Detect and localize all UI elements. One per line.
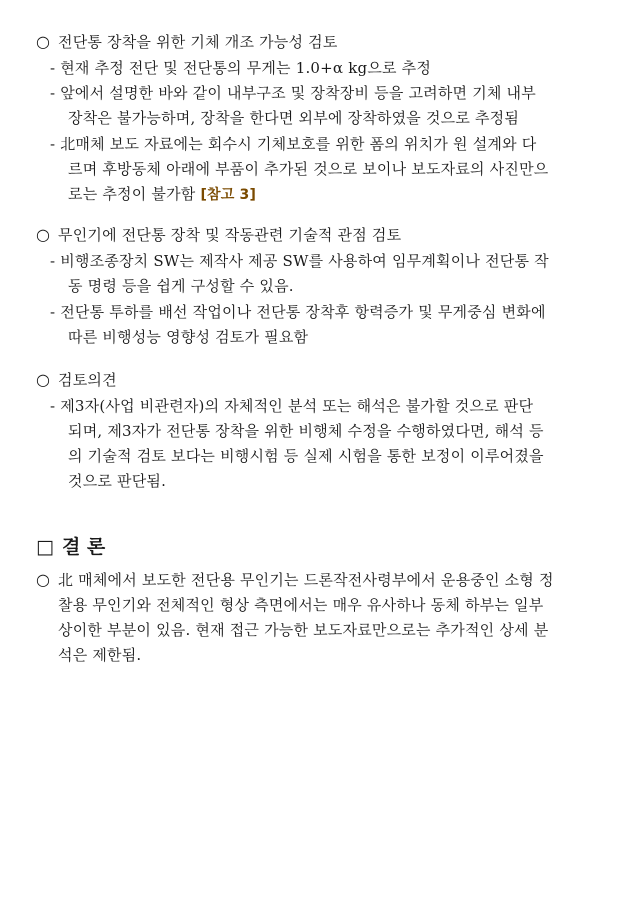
circle-bullet: ○	[36, 32, 50, 51]
list-item-media-report-cont: 르며 후방동체 아래에 부품이 추가된 것으로 보이나 보도자료의 사진만으	[68, 160, 549, 178]
list-item-text: 로는 추정이 불가함	[68, 185, 196, 203]
section-title: 검토의견	[58, 371, 117, 389]
list-item-opinion-cont: 되며, 제3자가 전단통 장착을 위한 비행체 수정을 수행하였다면, 해석 등	[68, 422, 544, 440]
conclusion-text-cont: 상이한 부분이 있음. 현재 접근 가능한 보도자료만으로는 추가적인 상세 분	[58, 621, 549, 639]
list-item-weight: - 현재 추정 전단 및 전단통의 무게는 1.0+α kg으로 추정	[50, 59, 432, 77]
circle-bullet: ○	[36, 225, 50, 244]
list-item-media-report: - 北매체 보도 자료에는 회수시 기체보호를 위한 폼의 위치가 원 설계와 다	[50, 135, 537, 153]
list-item-media-report-end	[68, 184, 256, 205]
circle-bullet: ○	[36, 570, 50, 589]
heading-text: 결 론	[61, 536, 106, 558]
section-title: 전단통 장착을 위한 기체 개조 가능성 검토	[58, 33, 338, 51]
section-title: 무인기에 전단통 장착 및 작동관련 기술적 관점 검토	[58, 226, 402, 244]
list-item-opinion-cont: 의 기술적 검토 보다는 비행시험 등 실제 시험을 통한 보정이 이루어졌을	[68, 447, 544, 465]
list-item-opinion-end: 것으로 판단됨.	[68, 472, 167, 490]
conclusion-text-cont: 찰용 무인기와 전체적인 형상 측면에서는 매우 유사하나 동체 하부는 일부	[58, 596, 544, 614]
list-item-internal-mount-cont: 장착은 불가능하며, 장착을 한다면 외부에 장착하였을 것으로 추정됨	[68, 109, 520, 127]
conclusion-text: 北 매체에서 보도한 전단용 무인기는 드론작전사령부에서 운용중인 소형 정	[58, 571, 554, 589]
list-item-opinion: - 제3자(사업 비관련자)의 자체적인 분석 또는 해석은 불가할 것으로 판단	[50, 397, 534, 415]
checkbox-square-icon: □	[36, 536, 54, 558]
conclusion-text-end: 석은 제한됨.	[58, 646, 142, 664]
list-item-flight-control: - 비행조종장치 SW는 제작사 제공 SW를 사용하여 임무계획이나 전단통 작	[50, 252, 549, 270]
reference-link: [참고 3]	[200, 187, 257, 203]
list-item-performance: - 전단통 투하를 배선 작업이나 전단통 장착후 항력증가 및 무게중심 변화에	[50, 303, 546, 321]
list-item-internal-mount: - 앞에서 설명한 바와 같이 내부구조 및 장착장비 등을 고려하면 기체 내부	[50, 84, 536, 102]
list-item-flight-control-cont: 동 명령 등을 쉽게 구성할 수 있음.	[68, 277, 294, 295]
conclusion-heading	[36, 535, 105, 559]
circle-bullet: ○	[36, 370, 50, 389]
list-item-performance-cont: 따른 비행성능 영향성 검토가 필요함	[68, 328, 309, 346]
